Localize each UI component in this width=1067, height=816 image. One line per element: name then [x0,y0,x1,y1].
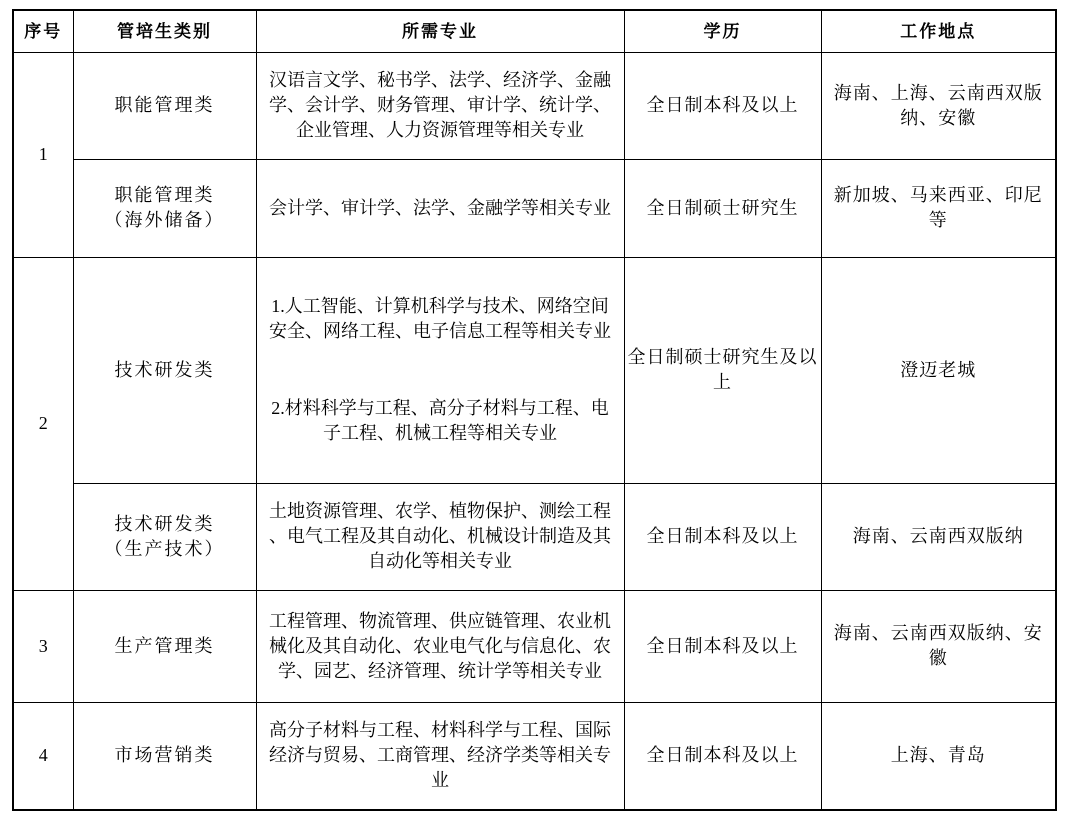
location-cell: 海南、云南西双版纳、安徽 [821,590,1056,702]
header-trainee-category: 管培生类别 [73,10,256,52]
location-cell: 澄迈老城 [821,257,1056,483]
trainee-recruitment-table [12,9,1057,811]
table-row [13,483,1056,590]
category-label: 职能管理类 [114,185,215,205]
table-row [13,159,1056,257]
majors-cell [256,483,624,590]
education-cell: 全日制本科及以上 [624,52,821,159]
category-cell [73,483,256,590]
category-label: 技术研发类 [114,359,215,380]
location-cell: 上海、青岛 [821,702,1056,810]
majors-cell [256,52,624,159]
row-number-cell: 4 [13,702,73,810]
majors-cell [256,702,624,810]
location-cell: 海南、云南西双版纳 [821,483,1056,590]
location-cell: 新加坡、马来西亚、印尼等 [821,159,1056,257]
majors-cell [256,590,624,702]
majors-text-item-1: 1.人工智能、计算机科学与技术、网络空间安全、网络工程、电子信息工程等相关专业 [269,296,611,341]
majors-cell [256,159,624,257]
row-number-cell: 1 [13,52,73,257]
category-note: （生产技术） [104,538,225,559]
education-cell: 全日制本科及以上 [624,483,821,590]
majors-text: 会计学、审计学、法学、金融学等相关专业 [269,197,611,218]
location-cell: 海南、上海、云南西双版纳、安徽 [821,52,1056,159]
table-row [13,590,1056,702]
table-row [13,52,1056,159]
category-label: 生产管理类 [114,635,215,656]
education-cell: 全日制本科及以上 [624,702,821,810]
category-label: 技术研发类 [114,513,215,534]
category-label: 职能管理类 [114,95,215,115]
majors-text: 高分子材料与工程、材料科学与工程、国际经济与贸易、工商管理、经济学类等相关专业 [269,720,611,791]
category-cell [73,257,256,483]
document-page [0,9,1067,816]
category-cell [73,52,256,159]
education-cell: 全日制硕士研究生 [624,159,821,257]
category-label: 市场营销类 [114,745,215,766]
header-serial-number: 序号 [13,10,73,52]
row-number-cell: 2 [13,257,73,590]
majors-text: 汉语言文学、秘书学、法学、经济学、金融学、会计学、财务管理、审计学、统计学、企业管理、人力资源管理等相关专业 [269,70,611,140]
majors-text: 土地资源管理、农学、植物保护、测绘工程、电气工程及其自动化、机械设计制造及其自动化等相关专业 [269,501,611,571]
table-header-row [13,10,1056,52]
table-row [13,702,1056,810]
row-number-cell: 3 [13,590,73,702]
table-row [13,257,1056,483]
category-cell [73,702,256,810]
category-cell [73,159,256,257]
header-education: 学历 [624,10,821,52]
majors-text: 工程管理、物流管理、供应链管理、农业机械化及其自动化、农业电气化与信息化、农学、园艺、经济管理、统计学等相关专业 [269,610,611,681]
header-required-majors: 所需专业 [256,10,624,52]
majors-text-item-2: 2.材料科学与工程、高分子材料与工程、电子工程、机械工程等相关专业 [271,398,609,443]
category-cell [73,590,256,702]
header-work-location: 工作地点 [821,10,1056,52]
education-cell: 全日制硕士研究生及以上 [624,257,821,483]
majors-cell [256,257,624,483]
category-note: （海外储备） [104,210,225,230]
education-cell: 全日制本科及以上 [624,590,821,702]
